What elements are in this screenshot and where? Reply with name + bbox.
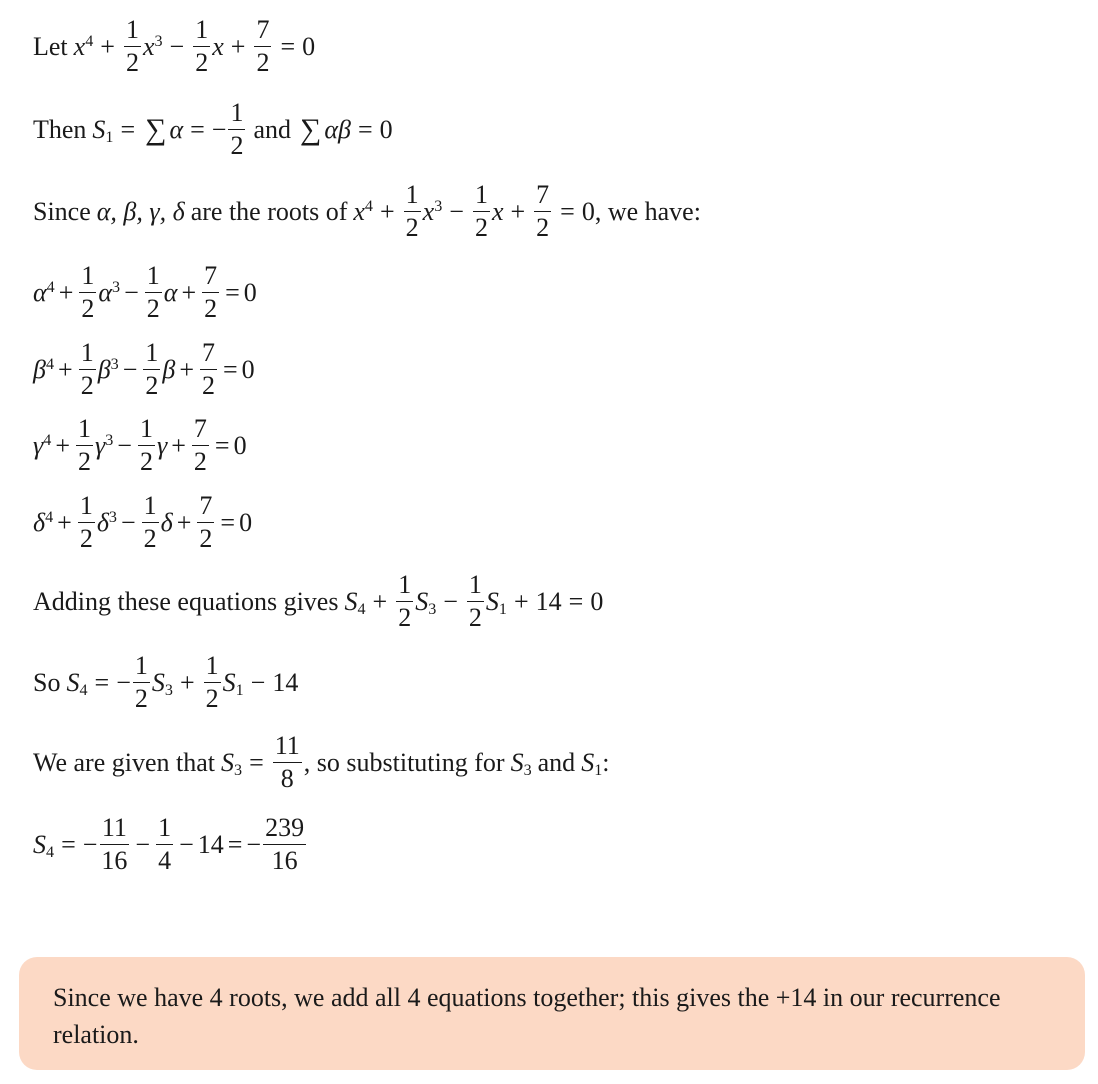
text-adding: Adding these equations gives [33, 586, 339, 616]
fraction: $\frac{7}{2}$ [193, 414, 207, 476]
fraction: $\frac{239}{16}$ [265, 813, 305, 875]
fraction: $\frac{7}{2}$ [202, 338, 215, 400]
fraction: $\frac{1}{2}$ [468, 570, 482, 632]
fraction: $\frac{1}{4}$ [158, 813, 172, 875]
fraction: $\frac{1}{2}$ [80, 338, 94, 400]
fraction: $\frac{1}{2}$ [474, 180, 488, 242]
fraction: $\frac{1}{2}$ [77, 414, 91, 476]
fraction: $\frac{7}{2}$ [536, 180, 550, 242]
fraction: $\frac{1}{2}$ [205, 651, 219, 713]
equation-roots-statement: Since α, β, γ, δ are the roots of $x^4$ + $\frac{1}{2}$ $x^3$ − $\frac{1}{2}$ x + $\frac{7}{2}$ = 0 , we have: [33, 180, 701, 242]
fraction: $\frac{7}{2}$ [204, 261, 218, 323]
text-so: So [33, 667, 61, 697]
equation-s4-result: $S_4$ = − $\frac{11}{16}$ − $\frac{1}{4}$ − 14 = − $\frac{239}{16}$ [33, 813, 305, 875]
text-and: and [253, 114, 292, 144]
fraction: $\frac{1}{2}$ [81, 261, 95, 323]
fraction: $\frac{11}{8}$ [274, 731, 300, 793]
equation-delta: $\delta^4$ + $\frac{1}{2}$ $\delta^3$ − $\frac{1}{2}$ δ + $\frac{7}{2}$ = 0 [33, 491, 253, 553]
fraction: $\frac{1}{2}$ [230, 98, 244, 160]
equation-given-s3: We are given that $S_3$ = $\frac{11}{8}$ , so substituting for $S_3$ and $S_1$ : [33, 731, 610, 793]
fraction: $\frac{1}{2}$ [134, 651, 148, 713]
text-let: Let [33, 31, 68, 61]
equation-sum: Adding these equations gives $S_4$ + $\frac{1}{2}$ $S_3$ − $\frac{1}{2}$ $S_1$ + 14 = 0 [33, 570, 604, 632]
text-are-roots: are the roots of [190, 196, 348, 226]
fraction: $\frac{1}{2}$ [143, 491, 157, 553]
equation-alpha: $\alpha^4$ + $\frac{1}{2}$ $\alpha^3$ − $\frac{1}{2}$ α + $\frac{7}{2}$ = 0 [33, 261, 257, 323]
equation-s1: Then $S_1$ = ∑ α = − $\frac{1}{2}$ and ∑ αβ = 0 [33, 98, 393, 160]
fraction: $\frac{1}{2}$ [125, 15, 139, 77]
fraction: $\frac{11}{16}$ [101, 813, 128, 875]
note-box [19, 957, 1085, 1070]
text-given: We are given that [33, 747, 215, 777]
fraction: $\frac{1}{2}$ [79, 491, 93, 553]
fraction: $\frac{1}{2}$ [405, 180, 419, 242]
note-text: Since we have 4 roots, we add all 4 equations together; this gives the +14 in our recurrence relation. [53, 983, 1001, 1049]
equation-beta: $\beta^4$ + $\frac{1}{2}$ $\beta^3$ − $\frac{1}{2}$ β + $\frac{7}{2}$ = 0 [33, 338, 255, 400]
text-since: Since [33, 196, 91, 226]
fraction: $\frac{7}{2}$ [256, 15, 270, 77]
fraction: $\frac{1}{2}$ [145, 338, 159, 400]
fraction: $\frac{1}{2}$ [398, 570, 412, 632]
fraction: $\frac{1}{2}$ [146, 261, 160, 323]
equation-gamma: $\gamma^4$ + $\frac{1}{2}$ $\gamma^3$ − $\frac{1}{2}$ γ + $\frac{7}{2}$ = 0 [33, 414, 247, 476]
equation-s4-expression: So $S_4$ = − $\frac{1}{2}$ $S_3$ + $\frac{1}{2}$ $S_1$ − 14 [33, 651, 299, 713]
equation-quartic: Let $x^4$ + $\frac{1}{2}$ $x^3$ − $\frac{1}{2}$ x + $\frac{7}{2}$ = 0 [33, 15, 316, 77]
fraction: $\frac{1}{2}$ [139, 414, 153, 476]
fraction: $\frac{7}{2}$ [199, 491, 213, 553]
fraction: $\frac{1}{2}$ [195, 15, 209, 77]
text-then: Then [33, 114, 87, 144]
